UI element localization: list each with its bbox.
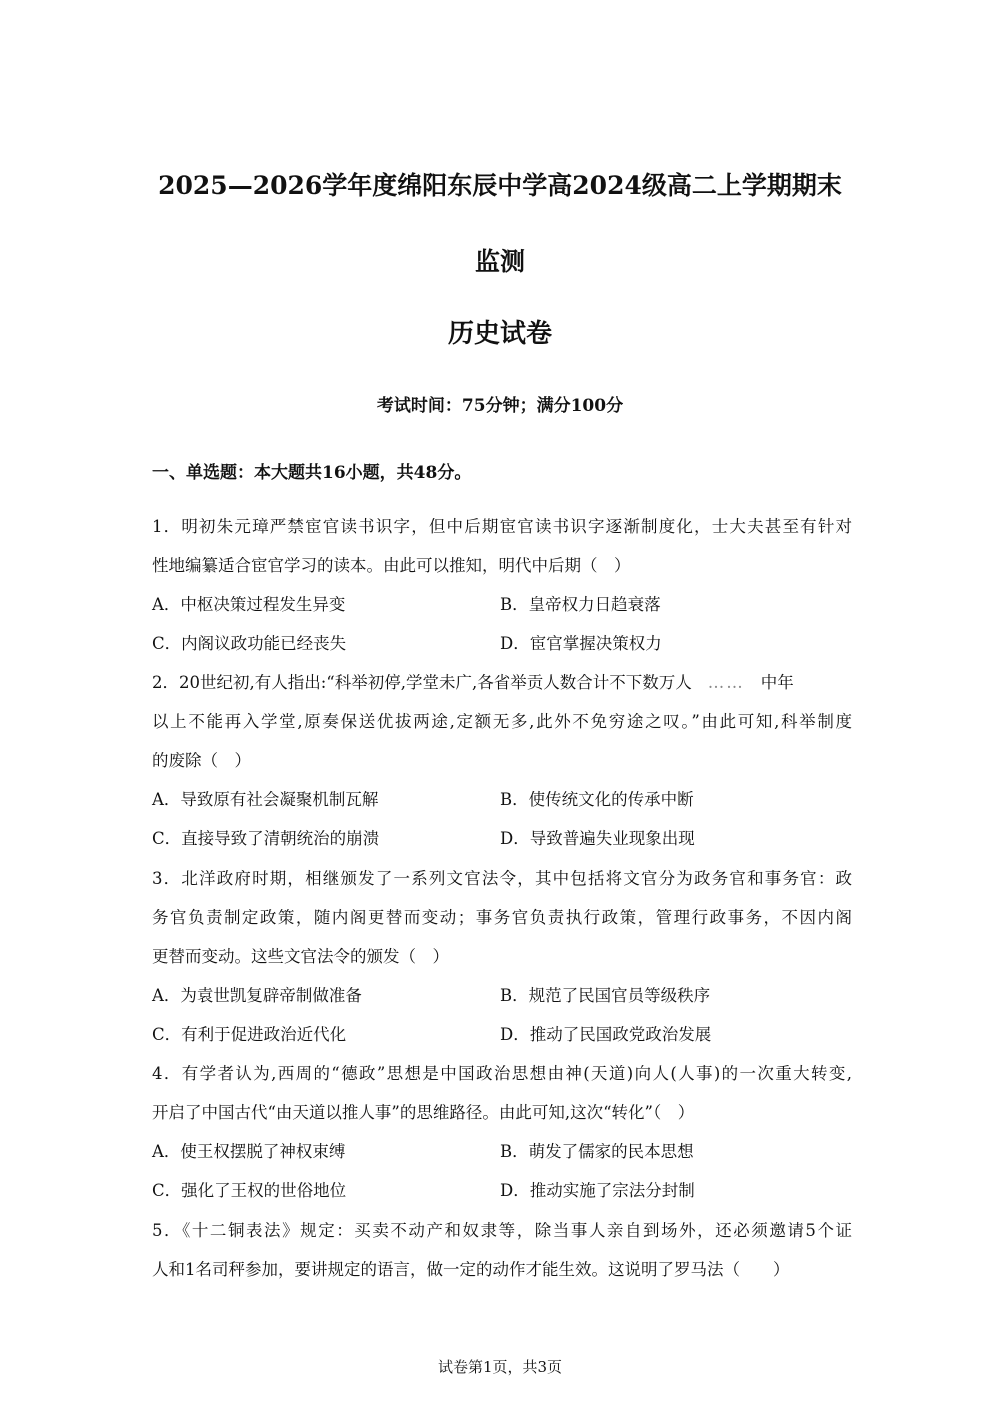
question-2-line-1-tail: 中年 — [760, 673, 794, 692]
question-3-option-a: A．为袁世凯复辟帝制做准备 — [152, 986, 362, 1005]
question-1-line-1: 1．明初朱元璋严禁宦官读书识字，但中后期宦官读书识字逐渐制度化，士大夫甚至有针对 — [152, 517, 852, 536]
question-1-line-2: 性地编纂适合宦官学习的读本。由此可以推知，明代中后期（ ） — [152, 556, 631, 575]
question-4-line-1: 4．有学者认为,西周的“德政”思想是中国政治思想由神(天道)向人(人事)的一次重大转变, — [152, 1064, 852, 1083]
page-footer: 试卷第1页，共3页 — [437, 1358, 563, 1376]
exam-subject-title: 历史试卷 — [447, 319, 552, 349]
question-2-line-3: 的废除（ ） — [152, 751, 251, 770]
question-3-option-b: B．规范了民国官员等级秩序 — [500, 986, 711, 1005]
question-2-option-b: B．使传统文化的传承中断 — [500, 790, 694, 809]
question-2-option-a: A．导致原有社会凝聚机制瓦解 — [152, 790, 379, 809]
question-5-line-1: 5．《十二铜表法》规定：买卖不动产和奴隶等，除当事人亲自到场外，还必须邀请5个证 — [152, 1221, 852, 1240]
question-3-line-3: 更替而变动。这些文官法令的颁发（ ） — [152, 947, 449, 966]
section-heading: 一、单选题：本大题共16小题，共48分。 — [152, 463, 472, 483]
question-3-option-d: D．推动了民国政党政治发展 — [500, 1025, 712, 1044]
question-4-option-a: A．使王权摆脱了神权束缚 — [152, 1142, 346, 1161]
question-2-option-d: D．导致普遍失业现象出现 — [500, 829, 695, 848]
question-4-line-2: 开启了中国古代“由天道以推人事”的思维路径。由此可知,这次“转化”（ ） — [152, 1103, 695, 1122]
question-2-option-c: C．直接导致了清朝统治的崩溃 — [152, 829, 380, 848]
question-4-option-c: C．强化了王权的世俗地位 — [152, 1181, 347, 1200]
question-1-option-b: B．皇帝权力日趋衰落 — [500, 595, 661, 614]
question-5-line-2: 人和1名司秤参加，要讲规定的语言，做一定的动作才能生效。这说明了罗马法（ ） — [152, 1260, 790, 1279]
question-3-line-2: 务官负责制定政策，随内阁更替而变动；事务官负责执行政策，管理行政事务，不因内阁 — [152, 908, 852, 927]
exam-time-info: 考试时间：75分钟；满分100分 — [376, 396, 624, 416]
ellipsis-mark: …… — [707, 673, 745, 692]
question-4-option-b: B．萌发了儒家的民本思想 — [500, 1142, 694, 1161]
question-3-option-c: C．有利于促进政治近代化 — [152, 1025, 347, 1044]
exam-title-line2: 监测 — [474, 247, 525, 276]
question-4-option-d: D．推动实施了宗法分封制 — [500, 1181, 695, 1200]
question-1-option-c: C．内阁议政功能已经丧失 — [152, 634, 347, 653]
exam-title-line1: 2025—2026学年度绵阳东辰中学高2024级高二上学期期末 — [158, 171, 842, 200]
question-2-line-1-text: 2．20世纪初,有人指出:“科举初停,学堂未广,各省举贡人数合计不下数万人 — [152, 673, 692, 692]
question-1-option-d: D．宦官掌握决策权力 — [500, 634, 662, 653]
question-3-line-1: 3．北洋政府时期，相继颁发了一系列文官法令，其中包括将文官分为政务官和事务官：政 — [152, 869, 852, 888]
question-1-option-a: A．中枢决策过程发生异变 — [152, 595, 346, 614]
question-2-line-2: 以上不能再入学堂,原奏保送优拔两途,定额无多,此外不免穷途之叹。”由此可知,科举制度 — [152, 712, 852, 731]
question-2-line-1 — [152, 671, 852, 695]
